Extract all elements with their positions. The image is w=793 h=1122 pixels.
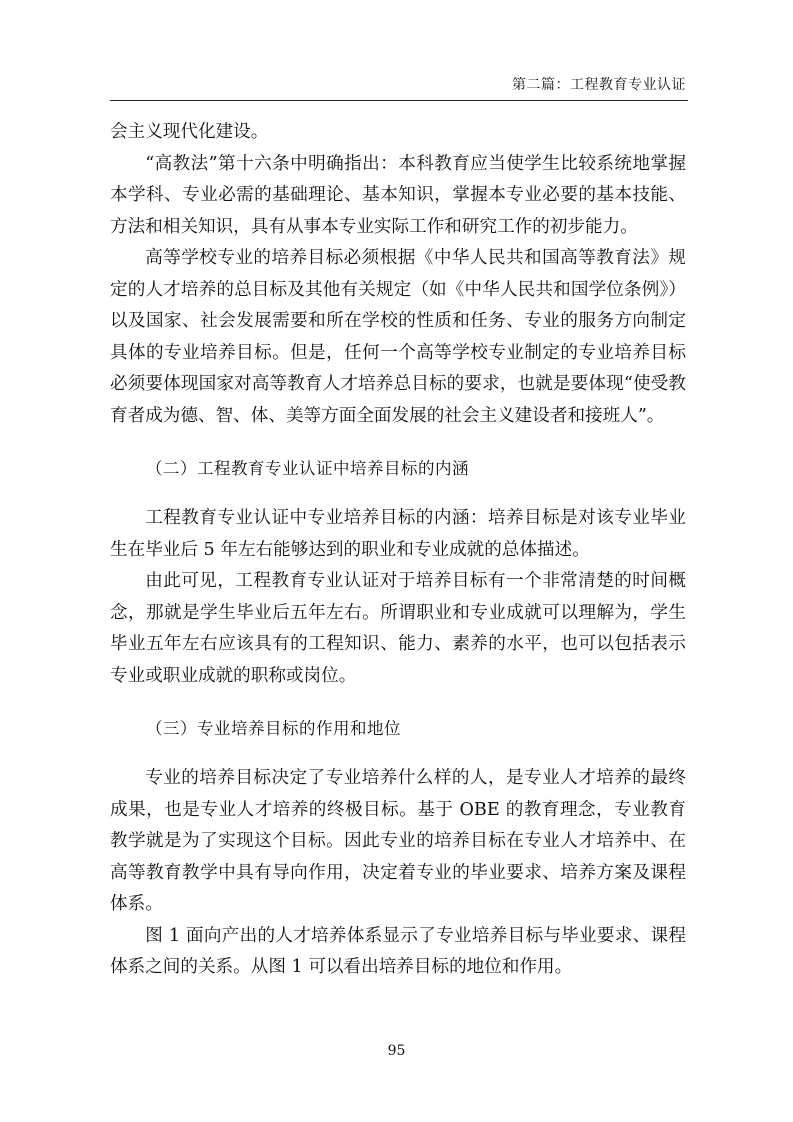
- paragraph: 图 1 面向产出的人才培养体系显示了专业培养目标与毕业要求、课程体系之间的关系。从图 1 可以看出培养目标的地位和作用。: [110, 925, 686, 977]
- section-heading: （二）工程教育专业认证中培养目标的内涵: [146, 459, 469, 478]
- paragraph: 工程教育专业认证中专业培养目标的内涵：培养目标是对该专业毕业生在毕业后 5 年左右能够达到的职业和专业成就的总体描述。: [110, 508, 686, 560]
- running-header: 第二篇：工程教育专业认证: [512, 77, 686, 93]
- section-heading: （三）专业培养目标的作用和地位: [146, 719, 401, 738]
- paragraph: 专业的培养目标决定了专业培养什么样的人，是专业人才培养的最终成果，也是专业人才培养的终极目标。基于 OBE 的教育理念，专业教育教学就是为了实现这个目标。因此专业的培养目标在专业人才培养中、在高等教育教学中具有导向作用，决定着专业的毕业要求、培养方案及课程体系。: [110, 768, 686, 914]
- header-rule: [110, 100, 688, 101]
- body-text: [110, 117, 686, 984]
- paragraph: 由此可见，工程教育专业认证对于培养目标有一个非常清楚的时间概念，那就是学生毕业后五年左右。所谓职业和专业成就可以理解为，学生毕业五年左右应该具有的工程知识、能力、素养的水平，也可以包括表示专业或职业成就的职称或岗位。: [110, 571, 686, 686]
- paragraph: 会主义现代化建设。: [110, 122, 269, 142]
- page-number: 95: [387, 1043, 406, 1059]
- paragraph: 高等学校专业的培养目标必须根据《中华人民共和国高等教育法》规定的人才培养的总目标及其他有关规定（如《中华人民共和国学位条例》）以及国家、社会发展需要和所在学校的性质和任务、专业的服务方向制定具体的专业培养目标。但是，任何一个高等学校专业制定的专业培养目标必须要体现国家对高等教育人才培养总目标的要求，也就是要体现“使受教育者成为德、智、体、美等方面全面发展的社会主义建设者和接班人”。: [110, 248, 686, 426]
- paragraph: “高教法”第十六条中明确指出：本科教育应当使学生比较系统地掌握本学科、专业必需的基础理论、基本知识，掌握本专业必要的基本技能、方法和相关知识，具有从事本专业实际工作和研究工作的初步能力。: [110, 153, 686, 237]
